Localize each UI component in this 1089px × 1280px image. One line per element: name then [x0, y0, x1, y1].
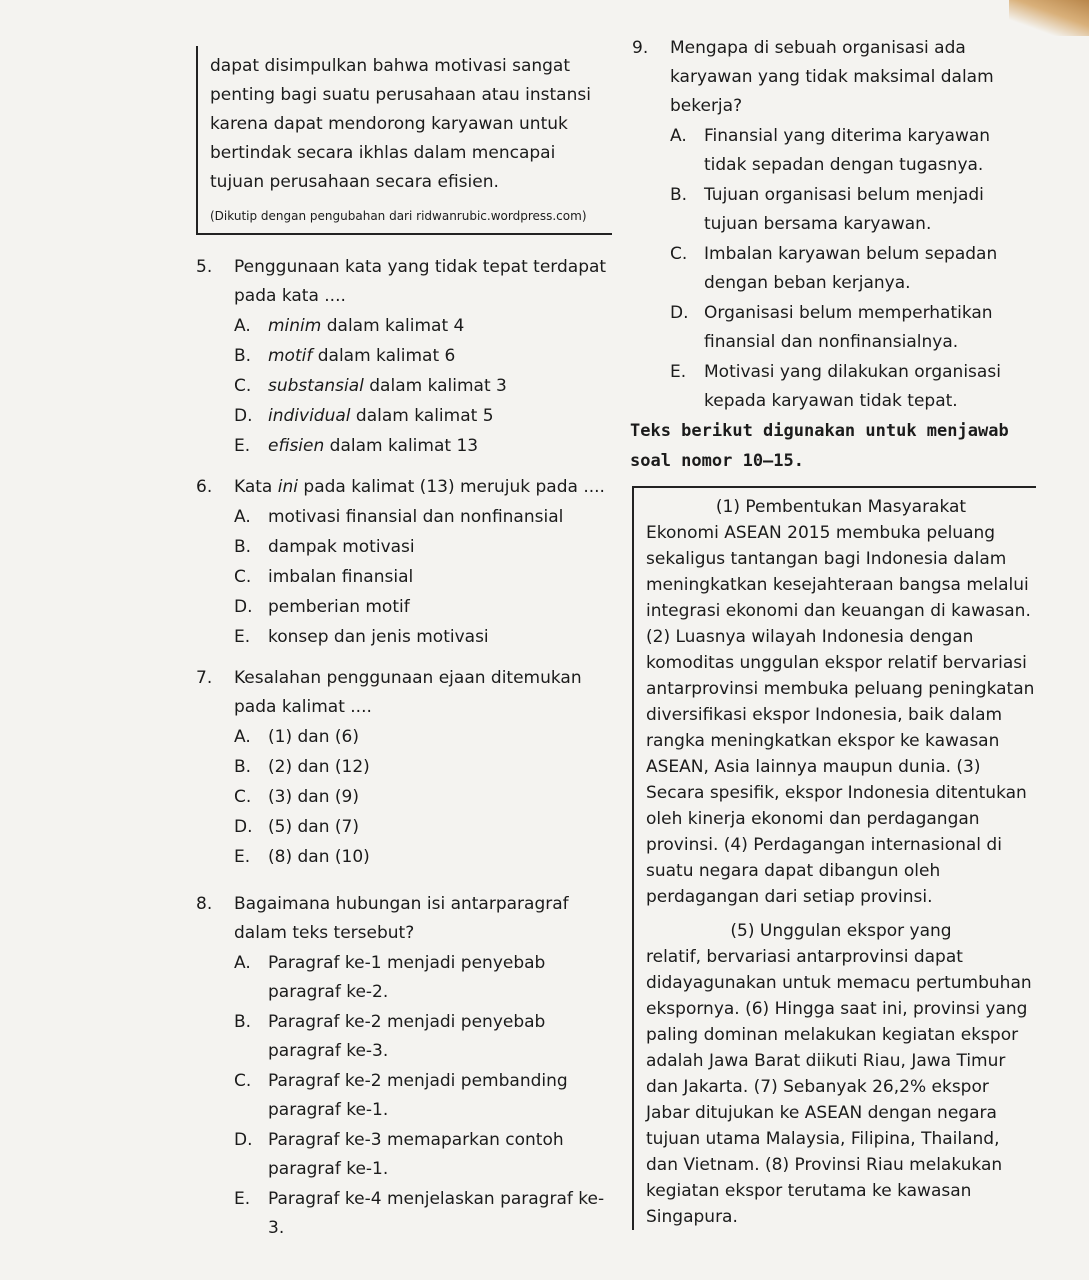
option-text: (2) dan (12) — [268, 757, 370, 777]
option-rest: dalam kalimat 5 — [350, 406, 494, 426]
passage-paragraph-1: Ekonomi ASEAN 2015 membuka peluang sekaligus tantangan bagi Indonesia dalam meningkatkan kesejahteraan bangsa melalui integrasi ekonomi dan keuangan di kawasan. (2) Luasnya wilayah Indonesia dengan komoditas unggulan ekspor relatif bervariasi antarprovinsi membuka peluang peningkatan diversifikasi ekspor Indonesia, baik dalam rangka meningkatkan ekspor ke kawasan ASEAN, Asia lainnya maupun dunia. (3) Secara spesifik, ekspor Indonesia ditentukan oleh kinerja ekonomi dan perdagangan provinsi. (4) Perdagangan internasional di suatu negara dapat dibangun oleh perdagangan dari setiap provinsi. — [646, 523, 1035, 907]
option-b[interactable] — [234, 342, 616, 371]
option-text: imbalan finansial — [268, 567, 414, 587]
passage-title: (1) Pembentukan Masyarakat — [715, 497, 967, 517]
option-rest: dalam kalimat 4 — [321, 316, 465, 336]
option-letter: C. — [234, 376, 252, 396]
option-letter: A. — [234, 953, 251, 973]
option-letter: C. — [234, 787, 252, 807]
option-e[interactable] — [670, 358, 1032, 416]
option-b[interactable] — [234, 753, 616, 782]
option-letter: B. — [234, 346, 252, 366]
option-d[interactable] — [234, 813, 616, 842]
option-text: dampak motivasi — [268, 537, 415, 557]
option-text: (8) dan (10) — [268, 847, 370, 867]
option-a[interactable] — [234, 723, 616, 752]
option-a[interactable] — [234, 503, 616, 532]
option-text — [268, 372, 616, 401]
page-corner-shadow — [1009, 0, 1089, 36]
excerpt-text: dapat disimpulkan bahwa motivasi sangat penting bagi suatu perusahaan atau instansi karena dapat mendorong karyawan untuk bertindak secara ikhlas dalam mencapai tujuan perusahaan secara efisien. — [210, 56, 591, 192]
option-text: Imbalan karyawan belum sepadan dengan beban kerjanya. — [704, 244, 998, 293]
option-word: substansial — [268, 376, 364, 396]
passage-paragraph-2-start: (5) Unggulan ekspor yang — [730, 921, 952, 941]
option-text: Organisasi belum memperhatikan finansial dan nonfinansialnya. — [704, 303, 993, 352]
option-text — [268, 402, 616, 431]
option-text: (5) dan (7) — [268, 817, 359, 837]
question-number: 8. — [196, 894, 213, 914]
excerpt-box — [196, 46, 612, 235]
option-text: Paragraf ke-1 menjadi penyebab paragraf ke-2. — [268, 953, 546, 1002]
option-e[interactable] — [234, 843, 616, 872]
option-text: (1) dan (6) — [268, 727, 359, 747]
question-number: 9. — [632, 38, 649, 58]
option-letter: B. — [234, 537, 252, 557]
question-stem: Bagaimana hubungan isi antarparagraf dalam teks tersebut? — [234, 894, 569, 943]
option-letter: B. — [234, 757, 252, 777]
option-text: Tujuan organisasi belum menjadi tujuan bersama karyawan. — [704, 185, 984, 234]
option-text: Paragraf ke-2 menjadi pembanding paragraf ke-1. — [268, 1071, 568, 1120]
option-c[interactable] — [234, 1067, 616, 1125]
question-8 — [196, 890, 616, 1243]
option-letter: D. — [234, 597, 253, 617]
option-d[interactable] — [234, 1126, 616, 1184]
passage-paragraph-2: relatif, bervariasi antarprovinsi dapat didayagunakan untuk memacu pertumbuhan ekspornya. (6) Hingga saat ini, provinsi yang paling dominan melakukan kegiatan ekspor adalah Jawa Barat diikuti Riau, Jawa Timur dan Jakarta. (7) Sebanyak 26,2% ekspor Jabar ditujukan ke ASEAN dengan negara tujuan utama Malaysia, Filipina, Thailand, dan Vietnam. (8) Provinsi Riau melakukan kegiatan ekspor terutama ke kawasan Singapura. — [646, 947, 1032, 1227]
option-d[interactable] — [234, 593, 616, 622]
option-letter: E. — [234, 847, 251, 867]
option-text: (3) dan (9) — [268, 787, 359, 807]
option-text — [268, 312, 616, 341]
question-number: 6. — [196, 477, 213, 497]
option-letter: E. — [234, 627, 251, 647]
option-word: efisien — [268, 436, 325, 456]
option-word: individual — [268, 406, 351, 426]
option-a[interactable] — [234, 312, 616, 341]
stem-part: pada kalimat (13) merujuk pada .... — [298, 477, 605, 497]
option-text — [268, 432, 616, 461]
option-c[interactable] — [234, 372, 616, 401]
option-letter: A. — [234, 507, 251, 527]
option-rest: dalam kalimat 6 — [312, 346, 456, 366]
option-e[interactable] — [234, 432, 616, 461]
option-letter: C. — [234, 1071, 252, 1091]
option-letter: E. — [234, 436, 251, 456]
option-c[interactable] — [670, 240, 1032, 298]
option-text: Paragraf ke-3 memaparkan contoh paragraf ke-1. — [268, 1130, 564, 1179]
question-stem: Penggunaan kata yang tidak tepat terdapat pada kata .... — [234, 257, 607, 306]
option-a[interactable] — [670, 122, 1032, 180]
passage-instruction: Teks berikut digunakan untuk menjawab soal nomor 10–15. — [630, 421, 1009, 471]
question-9 — [632, 34, 1032, 416]
left-column — [196, 46, 616, 1243]
option-text: Motivasi yang dilakukan organisasi kepada karyawan tidak tepat. — [704, 362, 1001, 411]
option-text: Paragraf ke-4 menjelaskan paragraf ke-3. — [268, 1189, 605, 1238]
option-letter: E. — [670, 362, 687, 382]
option-e[interactable] — [234, 1185, 616, 1243]
option-letter: B. — [670, 185, 688, 205]
option-text: pemberian motif — [268, 597, 410, 617]
question-7 — [196, 664, 616, 872]
option-c[interactable] — [234, 783, 616, 812]
option-rest: dalam kalimat 3 — [363, 376, 507, 396]
excerpt-source: (Dikutip dengan pengubahan dari ridwanrubic.wordpress.com) — [210, 209, 587, 223]
option-b[interactable] — [670, 181, 1032, 239]
stem-word: ini — [277, 477, 298, 497]
option-letter: D. — [234, 817, 253, 837]
option-letter: C. — [670, 244, 688, 264]
question-number: 5. — [196, 257, 213, 277]
option-letter: A. — [234, 727, 251, 747]
question-5 — [196, 253, 616, 461]
option-text: Finansial yang diterima karyawan tidak sepadan dengan tugasnya. — [704, 126, 991, 175]
option-letter: C. — [234, 567, 252, 587]
option-b[interactable] — [234, 533, 616, 562]
stem-part: Kata — [234, 477, 278, 497]
question-6 — [196, 473, 616, 652]
option-letter: D. — [670, 303, 689, 323]
option-e[interactable] — [234, 623, 616, 652]
option-b[interactable] — [234, 1008, 616, 1066]
option-letter: D. — [234, 406, 253, 426]
option-a[interactable] — [234, 949, 616, 1007]
option-text: Paragraf ke-2 menjadi penyebab paragraf ke-3. — [268, 1012, 546, 1061]
option-d[interactable] — [670, 299, 1032, 357]
option-text — [268, 342, 616, 371]
question-stem: Kesalahan penggunaan ejaan ditemukan pada kalimat .... — [234, 668, 582, 717]
option-word: motif — [268, 346, 313, 366]
option-text: motivasi finansial dan nonfinansial — [268, 507, 564, 527]
option-letter: B. — [234, 1012, 252, 1032]
option-rest: dalam kalimat 13 — [324, 436, 479, 456]
question-number: 7. — [196, 668, 213, 688]
option-d[interactable] — [234, 402, 616, 431]
option-letter: A. — [234, 316, 251, 336]
option-letter: E. — [234, 1189, 251, 1209]
question-stem: Mengapa di sebuah organisasi ada karyawan yang tidak maksimal dalam bekerja? — [670, 38, 994, 116]
option-letter: D. — [234, 1130, 253, 1150]
option-c[interactable] — [234, 563, 616, 592]
option-word: minim — [268, 316, 322, 336]
passage-box — [632, 486, 1036, 1230]
option-text: konsep dan jenis motivasi — [268, 627, 489, 647]
question-stem — [234, 473, 616, 502]
right-column — [630, 34, 1035, 1230]
option-letter: A. — [670, 126, 687, 146]
